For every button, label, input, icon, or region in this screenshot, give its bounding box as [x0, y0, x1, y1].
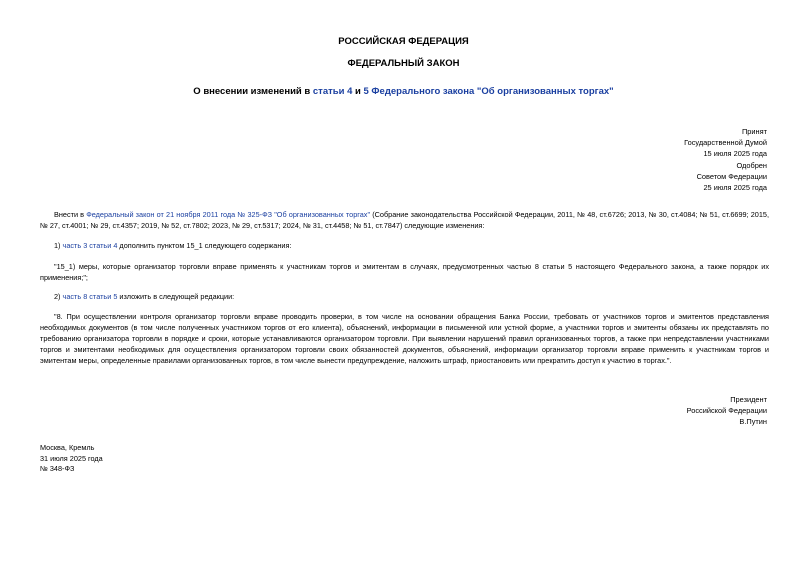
approved-label: Одобрен: [736, 160, 767, 170]
approved-by: Советом Федерации: [696, 171, 767, 181]
signature-country: Российской Федерации: [686, 406, 767, 415]
adopted-date: 15 июля 2025 года: [703, 149, 767, 159]
footer-block: [40, 443, 103, 475]
item-2: [40, 291, 769, 302]
item-1-quote: "15_1) меры, которые организатор торговли вправе применять к участникам торгов и эмитентам в случаях, предусмотренных частью 8 статьи 5 настоящего Федерального закона, а также порядок их применения;";: [40, 262, 769, 282]
adoption-block: [684, 126, 767, 193]
approved-date: 25 июля 2025 года: [703, 183, 767, 193]
item-1-rest: дополнить пунктом 15_1 следующего содержания:: [117, 241, 292, 250]
footer-place: Москва, Кремль: [40, 443, 95, 452]
item-1: [40, 240, 769, 251]
footer-date: 31 июля 2025 года: [40, 453, 103, 463]
title-and: и: [352, 86, 364, 97]
title-link-article-4[interactable]: статьи 4: [312, 86, 353, 97]
footer-number: № 348-ФЗ: [40, 464, 75, 474]
item-2-prefix: 2): [54, 292, 63, 301]
signature-title: Президент: [730, 395, 767, 404]
intro-law-link[interactable]: Федеральный закон от 21 ноября 2011 года № 325-ФЗ "Об организованных торгах": [86, 210, 371, 219]
item-1-prefix: 1): [54, 241, 63, 250]
law-title: [0, 86, 807, 98]
title-prefix: О внесении изменений в: [193, 86, 313, 97]
intro-rest: (Собрание законодательства Российской Федерации, 2011, № 48, ст.6726; 2013, № 30, ст.4084; № 51, ст.6699; 2015, № 27, ст.4001; № 29, ст.4357; 2019, № 52, ст.7802; 2023, № 29, ст.5317; 2024, № 31, ст.4458; № 51, ст.7847) следующие изменения:: [40, 210, 770, 230]
adopted-label: Принят: [741, 127, 767, 136]
adopted-by: Государственной Думой: [684, 138, 767, 148]
country-heading: РОССИЙСКАЯ ФЕДЕРАЦИЯ: [338, 36, 469, 47]
item-2-rest: изложить в следующей редакции:: [117, 292, 235, 301]
intro-prefix: Внести в: [54, 210, 87, 219]
doc-type-heading: ФЕДЕРАЛЬНЫЙ ЗАКОН: [347, 58, 460, 69]
title-link-article-5[interactable]: 5: [363, 86, 369, 97]
signature-name: В.Путин: [739, 417, 767, 426]
signature-block: [687, 394, 767, 427]
title-link-law[interactable]: Федерального закона "Об организованных торгах": [368, 86, 614, 97]
item-1-link[interactable]: часть 3 статьи 4: [62, 241, 118, 250]
intro-paragraph: [40, 209, 769, 231]
item-2-link[interactable]: часть 8 статьи 5: [62, 292, 118, 301]
item-2-quote: "8. При осуществлении контроля организатор торговли вправе проводить проверки, в том числе на основании обращения Банка России, требовать от участников торгов и эмитентов представления необходимых документов (в том числе полученных участником торгов от его клиента), объяснений, информации в письменной или устной форме, а участники торгов и эмитенты обязаны их представлять по требованию организатора торговли в порядке и сроки, которые устанавливаются организатором торговли. При выявлении нарушений правил организованных торгов, а также при непредставлении участниками торгов и эмитентами необходимых для осуществления организатором торговли своих обязанностей документов, объяснений, информации организатор торговли вправе применить к участникам торгов и эмитентам меры, определенные правилами организованных торгов, в том числе вынести предупреждение, наложить штраф, приостановить или прекратить доступ к участию в торгах.".: [40, 312, 769, 365]
